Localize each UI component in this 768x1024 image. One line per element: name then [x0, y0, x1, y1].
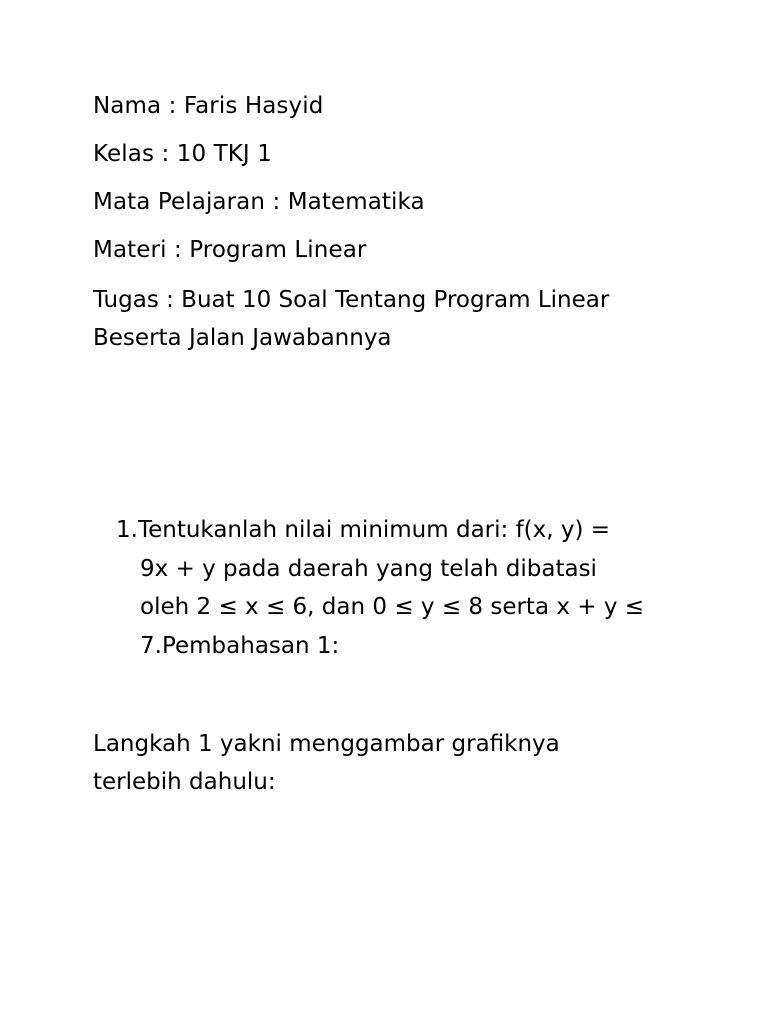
question-1: [116, 511, 676, 665]
question-1-line-3: oleh 2 ≤ x ≤ 6, dan 0 ≤ y ≤ 8 serta x + y ≤: [140, 594, 645, 620]
task-line-2: Beserta Jalan Jawabannya: [93, 325, 392, 351]
student-name: Nama : Faris Hasyid: [93, 93, 324, 119]
task-line-1: Tugas : Buat 10 Soal Tentang Program Linear: [93, 287, 610, 313]
topic: Materi : Program Linear: [93, 237, 367, 263]
question-1-line-1: 1.Tentukanlah nilai minimum dari: f(x, y) =: [116, 517, 611, 543]
step-1-line-2: terlebih dahulu:: [93, 769, 276, 795]
question-1-line-2: 9x + y pada daerah yang telah dibatasi: [140, 555, 597, 582]
student-class: Kelas : 10 TKJ 1: [93, 141, 272, 167]
step-1: [93, 725, 693, 801]
step-1-line-1: Langkah 1 yakni menggambar grafiknya: [93, 731, 560, 757]
question-1-line-4: 7.Pembahasan 1:: [140, 632, 340, 659]
subject: Mata Pelajaran : Matematika: [93, 189, 425, 215]
task-description: [93, 281, 693, 357]
